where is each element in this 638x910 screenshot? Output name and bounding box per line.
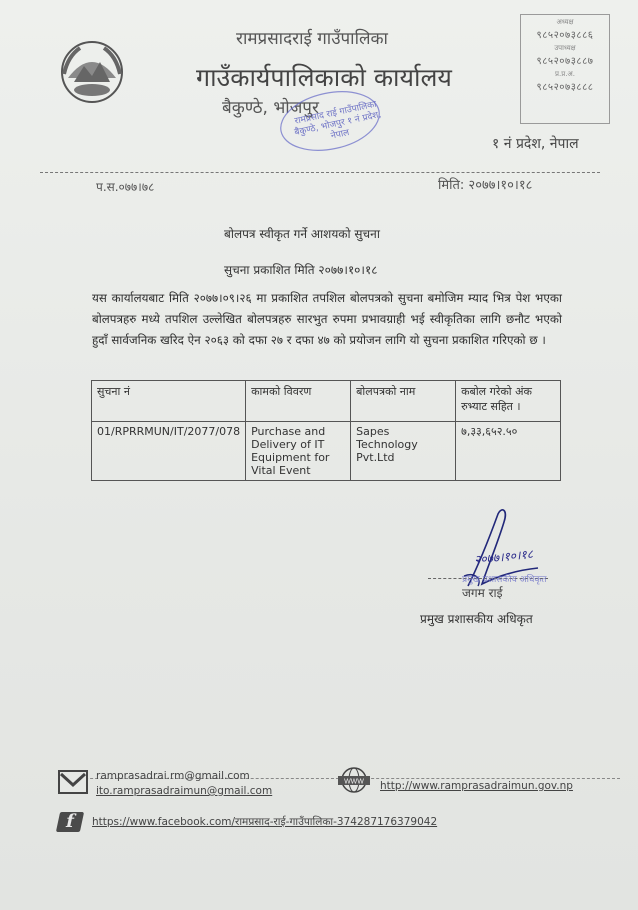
stamp-text: रामप्रसाद राई गाउँपालिका बैकुण्ठे, भोजपुर १ नं प्रदेश, नेपाल xyxy=(293,99,383,142)
municipality-name: रामप्रसादराई गाउँपालिका xyxy=(236,29,388,49)
reference-number: प.स.०७७।७८ xyxy=(96,180,155,194)
contact-label-vice-chair: उपाध्यक्ष xyxy=(554,44,576,52)
contact-phone-cao: ९८५२०७३८८८ xyxy=(536,82,594,93)
globe-icon xyxy=(336,766,372,794)
signature-date: २०७७।१०।१८ xyxy=(473,546,534,568)
contact-phone-vice-chair: ९८५२०७३८८७ xyxy=(536,56,594,67)
bid-table xyxy=(91,380,561,481)
www-icon-label: WWW xyxy=(344,778,364,786)
signature-stamp: प्रमुख प्रशासकीय अधिकृत xyxy=(462,575,547,585)
facebook-link[interactable]: https://www.facebook.com/रामप्रसाद-राई-गाउँपालिका-374287176379042 xyxy=(92,816,438,828)
col-bid-amount: कबोल गरेको अंक रुभ्याट सहित । xyxy=(456,381,561,422)
contact-box xyxy=(520,14,610,124)
notice-body: यस कार्यालयबाट मिति २०७७।०९।२६ मा प्रकाशित तपशिल बोलपत्रको सुचना बमोजिम म्याद भित्र पेश भएका बोलपत्रहरु मध्ये तपशिल उल्लेखित बोलपत्रहरु सारभुत रुपमा प्रभावग्राही भई स्वीकृतिका लागि छनौट भएको हुदाँ सार्वजनिक खरिद ऐन २०६३ को दफा २७ र दफा ४७ को प्रयोजन लागि यो सुचना प्रकाशित गरिएको छ । xyxy=(92,291,562,347)
contact-label-chair: अध्यक्ष xyxy=(556,18,574,26)
nepal-emblem-icon xyxy=(58,38,126,106)
cell-bid-amount: ७,३३,६५२.५० xyxy=(456,422,561,481)
province-name: १ नं प्रदेश, नेपाल xyxy=(492,136,579,152)
office-address: बैकुण्ठे, भोजपुर xyxy=(222,98,319,118)
cell-bidder-name: Sapes Technology Pvt.Ltd xyxy=(351,422,456,481)
contact-phone-chair: ९८५२०७३८८६ xyxy=(536,30,594,41)
col-work-description: कामको विवरण xyxy=(246,381,351,422)
header-divider xyxy=(40,172,600,173)
mail-icon xyxy=(58,770,88,794)
website-link[interactable]: http://www.ramprasadraimun.gov.np xyxy=(380,780,573,792)
signatory-name: जगम राई xyxy=(462,586,503,600)
email-secondary[interactable]: ito.ramprasadraimun@gmail.com xyxy=(96,785,273,797)
notice-title: बोलपत्र स्वीकृत गर्ने आशयको सुचना xyxy=(224,227,380,241)
notice-publish-date: सुचना प्रकाशित मिति २०७७।१०।१८ xyxy=(224,263,378,277)
cell-notice-number: 01/RPRRMUN/IT/2077/078 xyxy=(92,422,246,481)
letter-date: मिति: २०७७।१०।१८ xyxy=(438,178,533,193)
col-notice-number: सुचना नं xyxy=(92,381,246,422)
office-name: गाउँकार्यपालिकाको कार्यालय xyxy=(196,63,452,92)
facebook-icon: f xyxy=(56,812,84,832)
bid-table-header xyxy=(92,381,561,422)
email-primary[interactable]: ramprasadrai.rm@gmail.com xyxy=(96,770,250,782)
contact-label-cao: प्र.प्र.अ. xyxy=(555,70,575,78)
cell-work-description: Purchase and Delivery of IT Equipment for Vital Event xyxy=(246,422,351,481)
table-row xyxy=(92,422,561,481)
col-bidder-name: बोलपत्रको नाम xyxy=(351,381,456,422)
signatory-designation: प्रमुख प्रशासकीय अधिकृत xyxy=(420,612,533,626)
